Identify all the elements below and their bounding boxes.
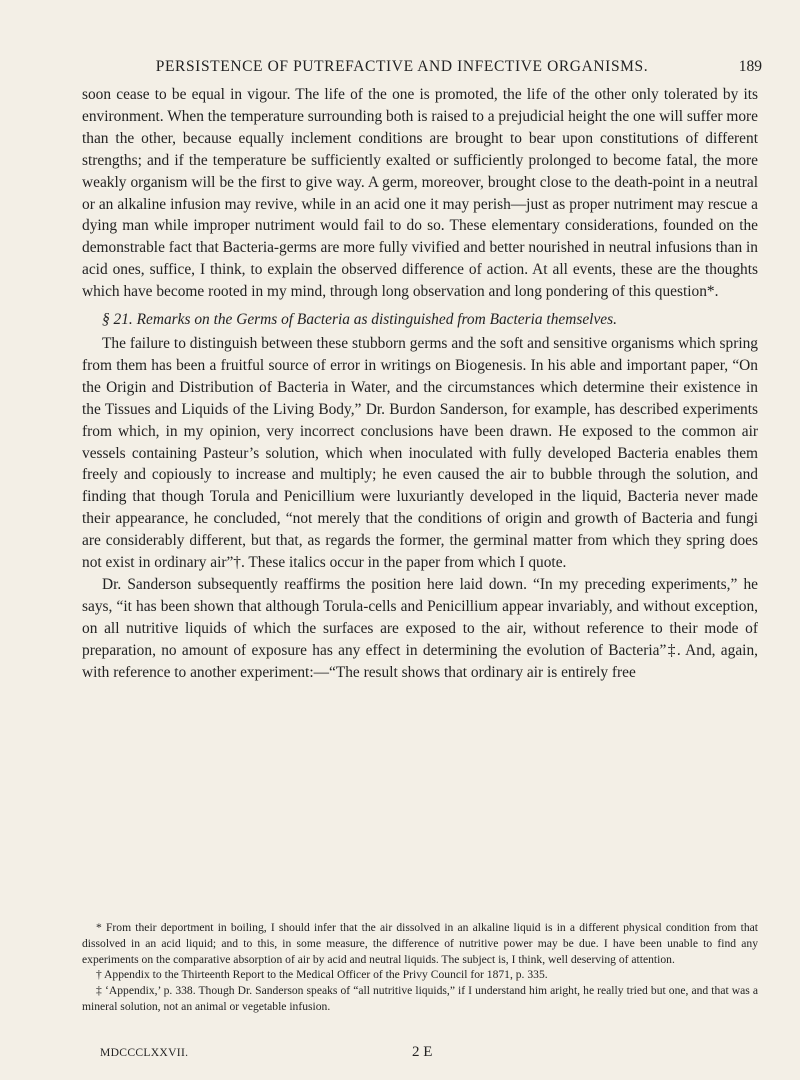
paragraph-3: Dr. Sanderson subsequently reaffirms the position here laid down. “In my preceding experiments,” he says, “it has been shown that although Torula-cells and Penicillium appear invariably, and without exception, on all nutritive liquids of which the surfaces are exposed to the air, without reference to their mode of preparation, no amount of exposure has any effect in determining the evolution of Bacteria”‡. And, again, with reference to another experiment:—“The result shows that ordinary air is entirely free <box>82 575 758 681</box>
footnote-1: * From their deportment in boiling, I should infer that the air dissolved in an alkaline liquid is in a different physical condition from that dissolved in an acid liquid; and to this, in some measure, the difference of nutritive power may be due. I have been unable to find any experiments on the comparative absorption of air by acid and neutral liquids. The subject is, I think, well deserving of attention. <box>82 921 758 966</box>
footnote-3: ‡ ‘Appendix,’ p. 338. Though Dr. Sanderson speaks of “all nutritive liquids,” if I understand him aright, he really tried but one, and that was a mineral solution, not an animal or vegetable infusion. <box>82 984 758 1013</box>
footnotes <box>82 920 758 1015</box>
body-text <box>82 84 758 683</box>
signature-mark: 2 E <box>412 1044 433 1060</box>
volume-year: MDCCCLXXVII. <box>100 1046 189 1059</box>
page-number: 189 <box>738 58 762 75</box>
paragraph-1: soon cease to be equal in vigour. The life of the one is promoted, the life of the other only tolerated by its environment. When the temperature surrounding both is raised to a prejudicial height the one will suffer more than the other, because equally inclement conditions are brought to bear upon constitutions of different strengths; and if the temperature be sufficiently exalted or sufficiently prolonged to become fatal, the more weakly organism will be the first to give way. A germ, moreover, brought close to the death-point in a neutral or an alkaline infusion may revive, while in an acid one it may perish—just as proper nutriment may rescue a dying man while improper nutriment would fail to do so. These elementary considerations, founded on the demonstrable fact that Bacteria-germs are more fully vivified and better nourished in neutral infusions than in acid ones, suffice, I think, to explain the observed difference of action. At all events, these are the thoughts which have become rooted in my mind, through long observation and long pondering of this question*. <box>82 86 759 301</box>
section-heading: § 21. Remarks on the Germs of Bacteria as distinguished from Bacteria themselves. <box>102 311 617 329</box>
footer <box>82 1046 758 1064</box>
footnote-2: † Appendix to the Thirteenth Report to the Medical Officer of the Privy Council for 1871, p. 335. <box>96 968 548 982</box>
paragraph-2: The failure to distinguish between these stubborn germs and the soft and sensitive organisms which spring from them has been a fruitful source of error in writings on Biogenesis. In his able and important paper, “On the Origin and Distribution of Bacteria in Water, and the circumstances which determine their existence in the Tissues and Liquids of the Living Body,” Dr. Burdon Sanderson, for example, has described experiments from which, in my opinion, very incorrect conclusions have been drawn. He exposed to the common air vessels containing Pasteur’s solution, which when inoculated with fully developed Bacteria enables them freely and copiously to increase and multiply; he even caused the air to bubble through the solution, and finding that though Torula and Penicillium were luxuriantly developed in the liquid, Bacteria never made their appearance, he concluded, “not merely that the conditions of origin and growth of Bacteria and fungi are considerably different, but that, as regards the former, the germinal matter from which they spring does not exist in ordinary air”†. These italics occur in the paper from which I quote. <box>82 334 758 572</box>
running-head: PERSISTENCE OF PUTREFACTIVE AND INFECTIVE ORGANISMS. <box>155 58 649 75</box>
page-header <box>82 56 762 80</box>
